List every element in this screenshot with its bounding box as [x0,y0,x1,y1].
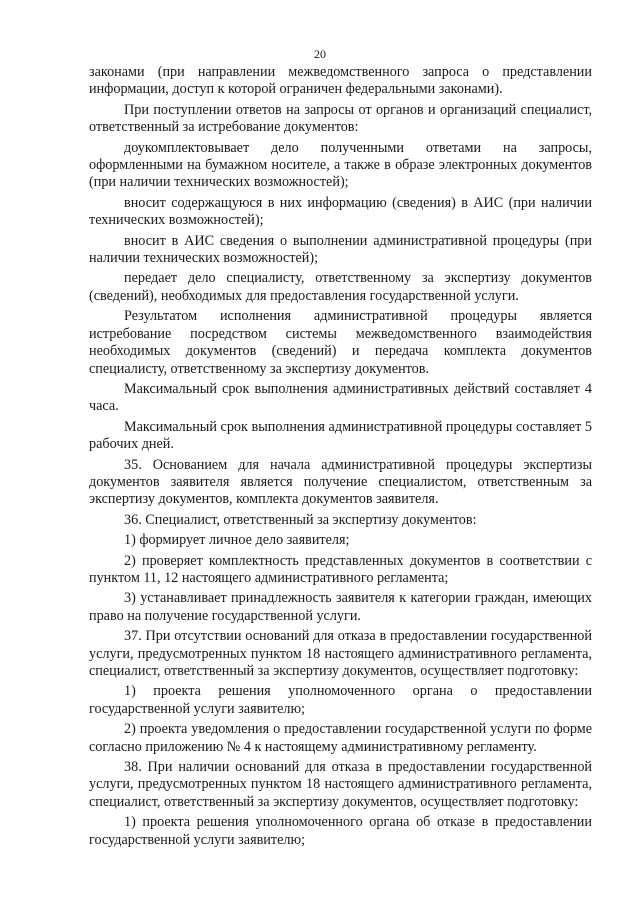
paragraph: 2) проекта уведомления о предоставлении государственной услуги по форме согласно приложению № 4 к настоящему административному регламенту. [89,721,592,755]
paragraph: вносит в АИС сведения о выполнении административной процедуры (при наличии технических возможностей); [89,232,592,267]
paragraph: При поступлении ответов на запросы от органов и организаций специалист, ответственный за истребование документов: [89,101,592,136]
paragraph: доукомплектовывает дело полученными ответами на запросы, оформленными на бумажном носителе, а также в образе электронных документов (при наличии технических возможностей); [89,139,592,191]
paragraph: передает дело специалисту, ответственному за экспертизу документов (сведений), необходимых для предоставления государственной услуги. [89,270,592,304]
paragraph: 37. При отсутствии оснований для отказа в предоставлении государственной услуги, предусмотренных пунктом 18 настоящего административного регламента, специалист, ответственный за экспертизу документов, осуществляет подготовку: [89,628,592,679]
paragraph: 2) проверяет комплектность представленных документов в соответствии с пунктом 11, 12 настоящего административного регламента; [89,552,592,586]
paragraph: 1) проекта решения уполномоченного органа о предоставлении государственной услуги заявителю; [89,683,592,717]
paragraph: 38. При наличии оснований для отказа в предоставлении государственной услуги, предусмотренных пунктом 18 настоящего административного регламента, специалист, ответственный за экспертизу документов, осуществляет подготовку: [89,759,592,810]
document-body [89,64,592,849]
paragraph: 36. Специалист, ответственный за экспертизу документов: [124,511,477,528]
paragraph: Результатом исполнения административной процедуры является истребование посредством системы межведомственного взаимодействия необходимых документов (сведений) и передача комплекта документов специалисту, ответственному за экспертизу документов. [89,308,592,377]
page-number: 20 [314,47,326,61]
paragraph: 1) проекта решения уполномоченного органа об отказе в предоставлении государственной услуги заявителю; [89,814,592,848]
paragraph: законами (при направлении межведомственного запроса о представлении информации, доступ к которой ограничен федеральными законами). [89,64,592,98]
paragraph: 1) формирует личное дело заявителя; [124,532,350,549]
paragraph: Максимальный срок выполнения административной процедуры составляет 5 рабочих дней. [89,418,592,453]
paragraph: 3) устанавливает принадлежность заявителя к категории граждан, имеющих право на получение государственной услуги. [89,590,592,624]
paragraph: Максимальный срок выполнения административных действий составляет 4 часа. [89,380,592,415]
paragraph: вносит содержащуюся в них информацию (сведения) в АИС (при наличии технических возможностей); [89,194,592,229]
paragraph: 35. Основанием для начала административной процедуры экспертизы документов заявителя является получение специалистом, ответственным за экспертизу документов, комплекта документов заявителя. [89,456,592,508]
